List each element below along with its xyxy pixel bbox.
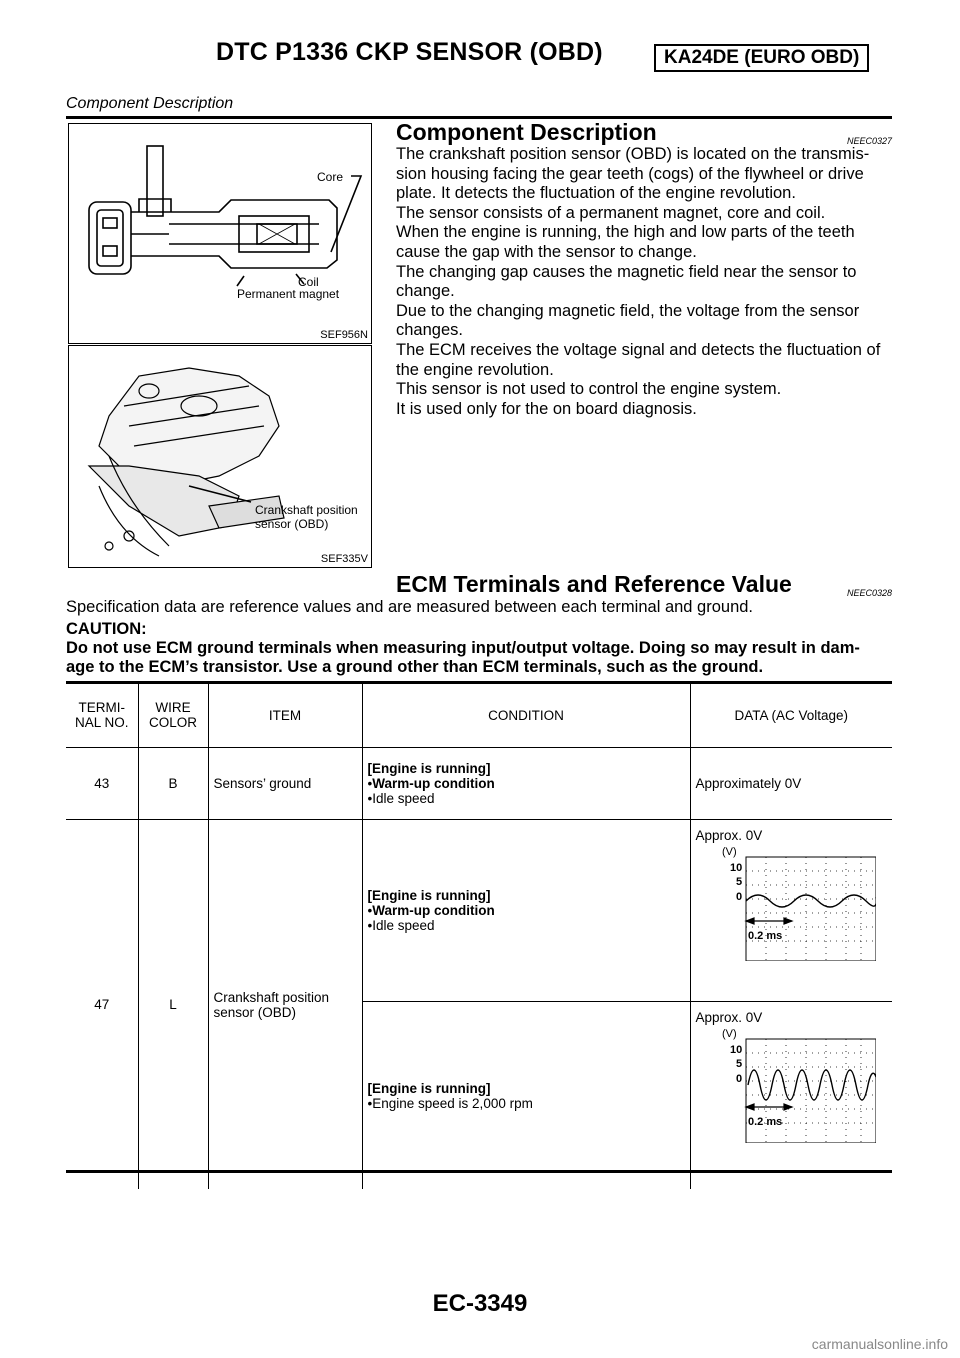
item-cell: Crankshaft position sensor (OBD) [208, 820, 362, 1190]
reference-code: NEEC0328 [846, 588, 892, 598]
scope-unit: (V) [721, 846, 737, 858]
col-condition: CONDITION [362, 683, 690, 748]
paragraph: The changing gap causes the magnetic field near the sensor to change. [396, 262, 857, 301]
watermark: carmanualsonline.info [811, 1336, 948, 1352]
bullet-text: Idle speed [372, 918, 435, 933]
condition-bullet: •Idle speed [367, 918, 435, 933]
condition-cell [362, 1002, 690, 1190]
wire-cell: L [138, 820, 208, 1190]
scope-y0: 0 [735, 891, 742, 903]
scope-unit: (V) [721, 1028, 737, 1040]
condition-title: [Engine is running] [367, 888, 491, 903]
scope-y10: 10 [729, 1044, 742, 1056]
scope-y0: 0 [735, 1073, 742, 1085]
paragraph: The crankshaft position sensor (OBD) is located on the transmis- sion housing facing the gear teeth (cogs) of the flywheel or drive plate. It detects the fluctuation of the engine revolution. [396, 145, 870, 203]
component-description [396, 119, 892, 419]
paragraph: The ECM receives the voltage signal and detects the fluctuation of the engine revolution. [396, 340, 881, 379]
page-title: DTC P1336 CKP SENSOR (OBD) [216, 38, 603, 66]
section-heading: ECM Terminals and Reference Value [396, 571, 792, 597]
engine-badge: KA24DE (EURO OBD) [654, 44, 869, 72]
condition-bullet: •Engine speed is 2,000 rpm [367, 1095, 533, 1111]
data-cell [690, 820, 892, 1002]
data-value: Approx. 0V [695, 828, 763, 843]
col-data: DATA (AC Voltage) [690, 683, 892, 748]
ecm-heading-row [396, 571, 892, 597]
terminal-cell: 47 [66, 820, 138, 1190]
figure-caption: SEF956N [320, 329, 368, 341]
caution-title: CAUTION: [66, 620, 147, 638]
paragraph: Due to the changing magnetic field, the voltage from the sensor changes. [396, 301, 860, 340]
scope-y10: 10 [729, 862, 742, 874]
label-crankshaft-line2: sensor (OBD) [255, 517, 329, 531]
oscilloscope-2000rpm [696, 1025, 876, 1143]
condition-cell [362, 748, 690, 820]
label-crankshaft-line1: Crankshaft position [255, 503, 358, 517]
paragraph: This sensor is not used to control the engine system. [396, 380, 782, 399]
figure-caption: SEF335V [320, 553, 368, 565]
scope-time: 0.2 ms [747, 930, 782, 942]
col-wire-color: WIRE COLOR [138, 683, 208, 748]
sensor-cross-section-figure [68, 123, 372, 344]
scope-y5: 5 [735, 1058, 742, 1070]
engine-drawing [69, 346, 371, 567]
ecm-intro: Specification data are reference values and are measured between each terminal and ground. [66, 598, 754, 616]
caution-block [66, 620, 892, 677]
label-coil: Coil [298, 275, 319, 289]
table-header-row [66, 683, 892, 748]
col-item: ITEM [208, 683, 362, 748]
bullet-text: Warm-up condition [372, 776, 495, 791]
bullet-text: Engine speed is 2,000 rpm [372, 1095, 533, 1111]
section-subtitle: Component Description [66, 95, 234, 112]
item-cell: Sensors’ ground [208, 748, 362, 820]
condition-title: [Engine is running] [367, 1080, 491, 1096]
page-number: EC-3349 [432, 1290, 528, 1317]
condition-bullet: •Warm-up condition [367, 776, 495, 791]
data-cell: Approximately 0V [690, 748, 892, 820]
bullet-text: Idle speed [372, 791, 435, 806]
terminal-cell: 43 [66, 748, 138, 820]
paragraph: When the engine is running, the high and low parts of the teeth cause the gap with the sensor to change. [396, 223, 855, 261]
table-row [66, 820, 892, 1002]
label-permanent-magnet: Permanent magnet [237, 287, 340, 301]
sensor-drawing [69, 124, 371, 343]
caution-text: Do not use ECM ground terminals when measuring input/output voltage. Doing so may result in dam- age to the ECM’s transistor. Use a ground other than ECM terminals, such as the ground. [66, 639, 860, 676]
description-text [396, 145, 892, 419]
bullet-text: Warm-up condition [372, 903, 495, 918]
scope-y5: 5 [735, 876, 742, 888]
condition-title: [Engine is running] [367, 761, 491, 776]
reference-code: NEEC0327 [846, 136, 892, 146]
col-terminal: TERMI- NAL NO. [66, 683, 138, 748]
section-heading: Component Description [396, 119, 657, 145]
condition-cell [362, 820, 690, 1002]
condition-bullet: •Warm-up condition [367, 903, 495, 918]
condition-bullet: •Idle speed [367, 791, 435, 806]
table-bottom-rule [66, 1170, 892, 1173]
oscilloscope-idle [696, 843, 876, 961]
data-cell [690, 1002, 892, 1190]
ecm-terminal-table [66, 683, 892, 1189]
wire-cell: B [138, 748, 208, 820]
sensor-location-figure [68, 345, 372, 568]
data-value: Approx. 0V [695, 1010, 763, 1025]
table-row [66, 748, 892, 820]
label-core: Core [317, 170, 344, 184]
scope-time: 0.2 ms [747, 1116, 782, 1128]
paragraph: The sensor consists of a permanent magnet, core and coil. [396, 203, 826, 222]
paragraph: It is used only for the on board diagnosis. [396, 399, 697, 418]
